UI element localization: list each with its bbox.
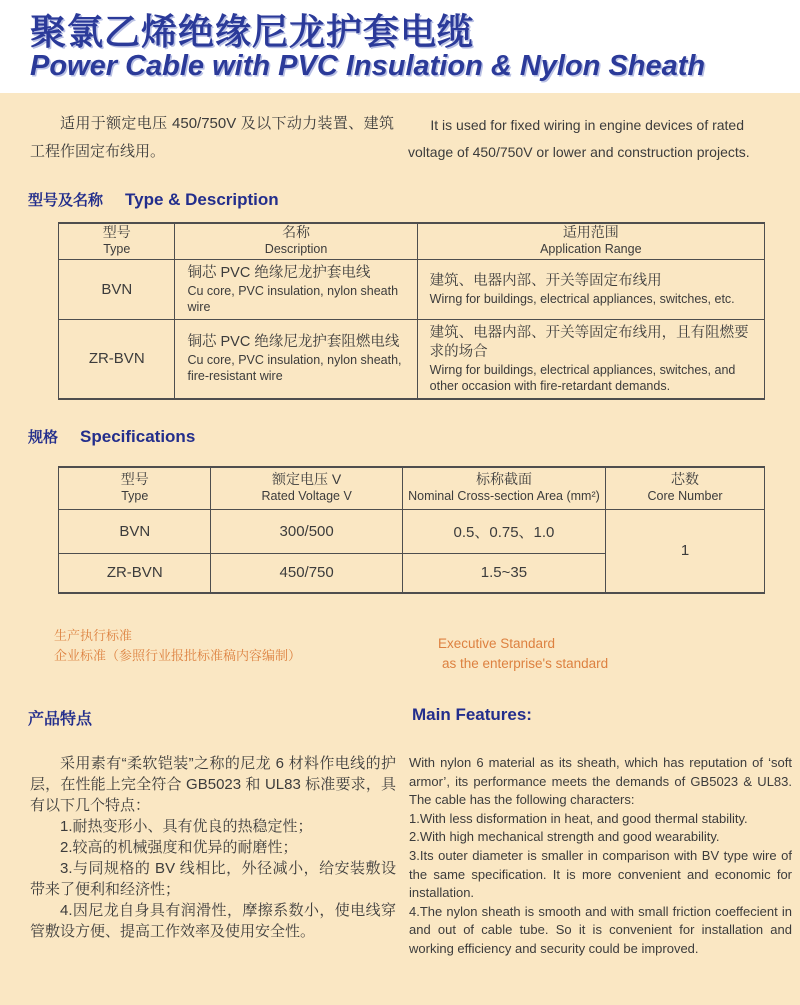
description-zh: 铜芯 PVC 绝缘尼龙护套电线 bbox=[187, 264, 371, 281]
table-row-zr-bvn bbox=[59, 319, 765, 399]
feature-paragraph: 4.The nylon sheath is smooth and with small friction coeffecient in and out of cable tube. So it is convenient for installation and working efficiency and security could be improved. bbox=[409, 903, 792, 956]
column-header-cross-section-zh: 标称截面 bbox=[475, 471, 532, 488]
type-description-heading bbox=[28, 189, 279, 210]
description-en: Cu core, PVC insulation, nylon sheath, fire-resistant wire bbox=[187, 353, 402, 383]
description-en: Cu core, PVC insulation, nylon sheath wire bbox=[187, 283, 399, 314]
cell-type: ZR-BVN bbox=[59, 553, 211, 593]
feature-paragraph: 1.With less disformation in heat, and good thermal stability. bbox=[409, 810, 748, 826]
column-header-type bbox=[59, 223, 175, 259]
column-header-type-en: Type bbox=[121, 489, 149, 504]
description-zh: 铜芯 PVC 绝缘尼龙护套阻燃电线 bbox=[187, 334, 400, 350]
intro-paragraph-zh: 适用于额定电压 450/750V 及以下动力装置、建筑工程作固定布线用。 bbox=[30, 115, 394, 160]
column-header-type-zh: 型号 bbox=[120, 471, 149, 488]
spec-row-bvn bbox=[59, 509, 765, 553]
features-text-en bbox=[409, 754, 792, 959]
cell-area: 1.5~35 bbox=[402, 553, 605, 593]
column-header-description-en: Description bbox=[264, 242, 328, 257]
type-heading-en: Type & Description bbox=[125, 190, 279, 209]
column-header-voltage-en: Rated Voltage V bbox=[261, 489, 352, 504]
cell-application bbox=[417, 259, 764, 319]
standard-line: 生产执行标准 bbox=[54, 628, 133, 643]
specifications-heading bbox=[28, 426, 195, 447]
spec-heading-zh: 规格 bbox=[28, 429, 59, 446]
cell-type: BVN bbox=[59, 509, 211, 553]
feature-paragraph: 3.Its outer diameter is smaller in comparison with BV type wire of the same specification. It is more convenient and economic for installation. bbox=[409, 847, 792, 901]
cell-description bbox=[175, 259, 417, 319]
type-heading-zh: 型号及名称 bbox=[28, 192, 104, 209]
page-title-en: Power Cable with PVC Insulation & Nylon Sheath bbox=[30, 50, 706, 82]
application-en: Wirng for buildings, electrical appliances, switches, and other occasion with fire-retardant demands. bbox=[429, 362, 736, 393]
type-description-table bbox=[58, 222, 765, 400]
specifications-table bbox=[58, 466, 765, 594]
content-area bbox=[0, 93, 800, 1005]
cell-core-number: 1 bbox=[606, 509, 765, 593]
cell-voltage: 300/500 bbox=[211, 509, 402, 553]
cell-application bbox=[417, 319, 764, 399]
table-row-bvn bbox=[59, 259, 765, 319]
cell-type: ZR-BVN bbox=[59, 319, 175, 399]
cell-area: 0.5、0.75、1.0 bbox=[402, 509, 605, 553]
column-header-core-number-zh: 芯数 bbox=[671, 471, 700, 488]
column-header-description-zh: 名称 bbox=[282, 224, 311, 241]
feature-paragraph: 1.耐热变形小、具有优良的热稳定性； bbox=[60, 818, 313, 835]
column-header-type-zh: 型号 bbox=[102, 224, 131, 241]
standard-line: Executive Standard bbox=[438, 636, 556, 651]
feature-paragraph: 采用素有“柔软铠装”之称的尼龙 6 材料作电线的护层，在性能上完全符合 GB5023 和 UL83 标准要求，具有以下几个特点： bbox=[30, 755, 396, 814]
standard-line: 企业标准（参照行业报批标准稿内容编制） bbox=[54, 648, 302, 663]
column-header-application-en: Application Range bbox=[540, 242, 642, 257]
cell-description bbox=[175, 319, 417, 399]
features-heading-zh: 产品特点 bbox=[28, 711, 93, 728]
column-header-voltage-zh: 额定电压 V bbox=[272, 471, 342, 488]
table-header-row bbox=[59, 223, 765, 259]
column-header-application bbox=[417, 223, 764, 259]
cell-type: BVN bbox=[59, 259, 175, 319]
feature-paragraph: 3.与同规格的 BV 线相比，外径减小，给安装敷设带来了便利和经济性； bbox=[30, 860, 396, 898]
column-header-core-number-en: Core Number bbox=[647, 489, 723, 504]
column-header-cross-section-en: Nominal Cross-section Area (mm²) bbox=[408, 489, 600, 504]
masthead bbox=[0, 0, 800, 93]
application-zh: 建筑、电器内部、开关等固定布线用，且有阻燃要求的场合 bbox=[429, 324, 749, 360]
column-header-description bbox=[175, 223, 417, 259]
column-header-type-en: Type bbox=[103, 242, 131, 257]
column-header-type bbox=[59, 467, 211, 509]
page-title-zh: 聚氯乙烯绝缘尼龙护套电缆 bbox=[30, 11, 475, 52]
standard-line: as the enterprise's standard bbox=[442, 656, 609, 671]
feature-paragraph: With nylon 6 material as its sheath, which has reputation of ‘soft armor’, its performance meets the demands of GB5023 & UL83. The cable has the following characters: bbox=[409, 755, 792, 808]
spec-heading-en: Specifications bbox=[80, 427, 196, 446]
features-heading-en: Main Features: bbox=[412, 705, 532, 724]
application-zh: 建筑、电器内部、开关等固定布线用 bbox=[429, 272, 662, 289]
features-text-zh bbox=[30, 753, 396, 942]
table-header-row bbox=[59, 467, 765, 509]
application-en: Wirng for buildings, electrical appliances, switches, etc. bbox=[429, 291, 735, 306]
column-header-cross-section bbox=[402, 467, 605, 509]
feature-paragraph: 2.With high mechanical strength and good wearability. bbox=[409, 829, 720, 845]
executive-standard-zh bbox=[54, 626, 301, 666]
intro-paragraph-en: It is used for fixed wiring in engine devices of rated voltage of 450/750V or lower and construction projects. bbox=[408, 117, 750, 160]
feature-paragraph: 2.较高的机械强度和优异的耐磨性； bbox=[60, 839, 298, 856]
column-header-voltage bbox=[211, 467, 402, 509]
column-header-core-number bbox=[606, 467, 765, 509]
column-header-application-zh: 适用范围 bbox=[562, 224, 619, 241]
executive-standard-en bbox=[438, 634, 608, 674]
cell-voltage: 450/750 bbox=[211, 553, 402, 593]
feature-paragraph: 4.因尼龙自身具有润滑性，摩擦系数小，使电线穿管敷设方便、提高工作效率及使用安全性。 bbox=[30, 902, 396, 940]
